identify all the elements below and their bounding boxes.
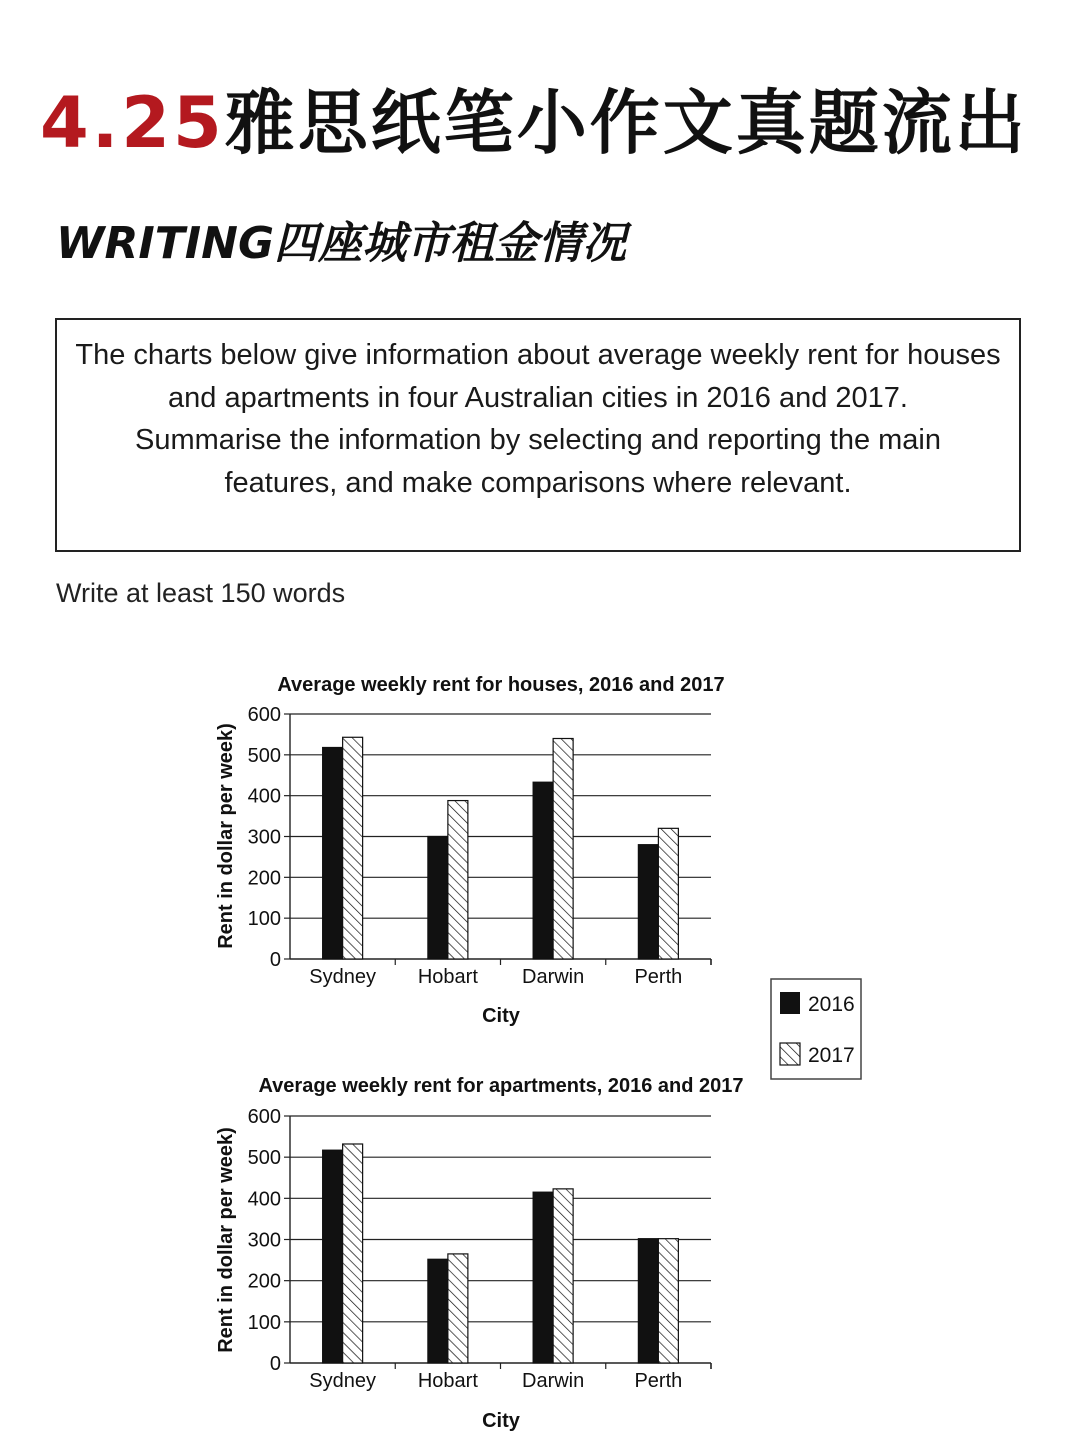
bar-darwin-2017 bbox=[553, 1189, 573, 1363]
task-paragraph-1: The charts below give information about average weekly rent for houses and apartments in four Australian cities in 2016 and 2017. bbox=[75, 339, 1001, 414]
apartments-rent-chart bbox=[215, 1075, 744, 1432]
y-axis-label: Rent in dollar per week) bbox=[215, 723, 237, 949]
bar-darwin-2016 bbox=[533, 782, 553, 959]
legend-label-2016: 2016 bbox=[808, 993, 855, 1016]
bar-hobart-2017 bbox=[448, 1254, 468, 1363]
bar-hobart-2016 bbox=[428, 1259, 448, 1363]
y-tick-label: 300 bbox=[247, 1229, 281, 1252]
bar-darwin-2017 bbox=[553, 739, 573, 960]
x-axis-label: City bbox=[482, 1005, 520, 1027]
bar-perth-2016 bbox=[638, 845, 658, 959]
y-tick-label: 200 bbox=[247, 1270, 281, 1293]
legend-swatch-2017 bbox=[780, 1043, 800, 1065]
bar-hobart-2017 bbox=[448, 801, 468, 959]
title-date: 4.25 bbox=[40, 82, 225, 164]
bar-sydney-2017 bbox=[343, 1144, 363, 1363]
x-tick-label: Hobart bbox=[417, 966, 478, 988]
legend-label-2017: 2017 bbox=[808, 1044, 855, 1067]
x-axis-label: City bbox=[482, 1410, 520, 1432]
chart-title: Average weekly rent for apartments, 2016 and 2017 bbox=[258, 1075, 744, 1097]
x-tick-label: Hobart bbox=[417, 1370, 478, 1392]
y-tick-label: 200 bbox=[247, 867, 281, 890]
x-tick-label: Darwin bbox=[522, 1370, 585, 1392]
y-tick-label: 100 bbox=[247, 908, 281, 931]
bar-hobart-2016 bbox=[428, 837, 448, 960]
bar-sydney-2017 bbox=[343, 737, 363, 959]
chart-legend bbox=[771, 979, 861, 1079]
bar-perth-2017 bbox=[658, 1239, 678, 1363]
y-tick-label: 500 bbox=[247, 1147, 281, 1170]
y-tick-label: 0 bbox=[269, 1353, 281, 1375]
y-tick-label: 100 bbox=[247, 1311, 281, 1334]
y-tick-label: 500 bbox=[247, 744, 281, 767]
x-tick-label: Sydney bbox=[309, 1370, 376, 1392]
x-tick-label: Perth bbox=[634, 966, 683, 988]
bar-perth-2016 bbox=[638, 1239, 658, 1363]
bar-sydney-2016 bbox=[323, 747, 343, 959]
word-count-note: Write at least 150 words bbox=[56, 578, 346, 608]
y-tick-label: 400 bbox=[247, 785, 281, 808]
houses-rent-chart bbox=[215, 674, 725, 1027]
x-tick-label: Perth bbox=[634, 1370, 683, 1392]
y-tick-label: 600 bbox=[247, 704, 281, 726]
task-paragraph-2: Summarise the information by selecting and reporting the main features, and make comparisons where relevant. bbox=[135, 424, 941, 499]
y-tick-label: 400 bbox=[247, 1188, 281, 1211]
section-subheading: WRITING四座城市租金情况 bbox=[56, 218, 627, 269]
bar-perth-2017 bbox=[658, 828, 678, 959]
title-text: 雅思纸笔小作文真题流出 bbox=[224, 82, 1028, 164]
y-tick-label: 300 bbox=[247, 826, 281, 849]
y-tick-label: 0 bbox=[269, 949, 281, 971]
x-tick-label: Darwin bbox=[522, 966, 585, 988]
chart-title: Average weekly rent for houses, 2016 and 2017 bbox=[277, 674, 725, 696]
bar-sydney-2016 bbox=[323, 1150, 343, 1363]
bar-darwin-2016 bbox=[533, 1192, 553, 1363]
y-axis-label: Rent in dollar per week) bbox=[215, 1127, 237, 1353]
legend-swatch-2016 bbox=[780, 992, 800, 1014]
x-tick-label: Sydney bbox=[309, 966, 376, 988]
y-tick-label: 600 bbox=[247, 1106, 281, 1128]
